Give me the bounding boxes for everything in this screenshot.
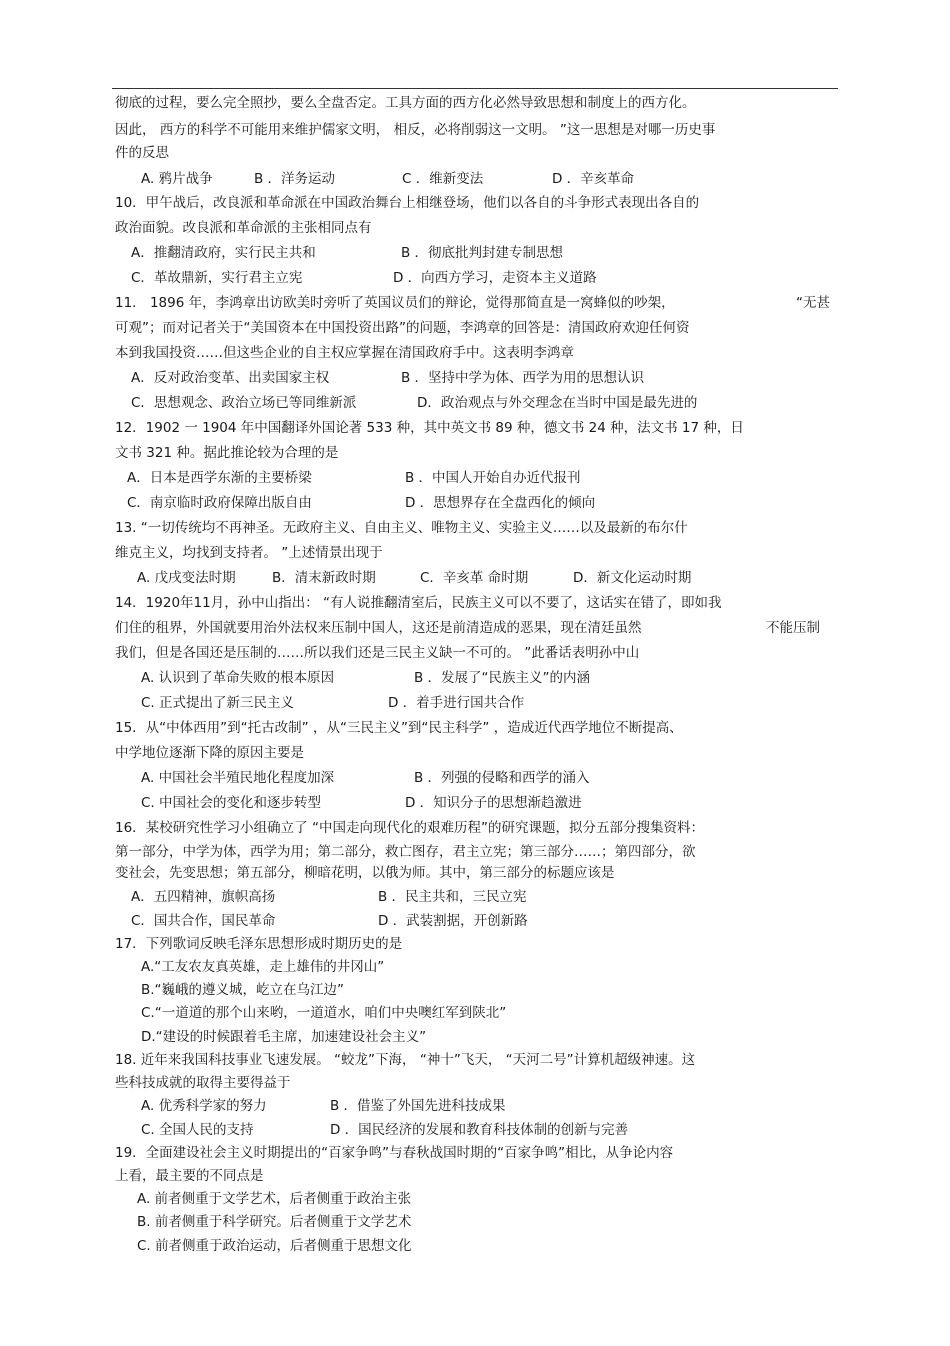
option-c: C. 正式提出了新三民主义: [141, 695, 295, 711]
text-line: 因此， 西方的科学不可能用来维护儒家文明， 相反，必将削弱这一文明。 ”这一思想是对哪一历史事: [115, 122, 716, 138]
option-d: D ．着手进行国共合作: [388, 695, 525, 711]
option-d: D ．国民经济的发展和教育科技体制的创新与完善: [330, 1122, 629, 1138]
text-line: 文书 321 种。据此推论较为合理的是: [115, 445, 339, 461]
option-d: D ．向西方学习，走资本主义道路: [393, 270, 597, 286]
option-b: B ．列强的侵略和西学的涌入: [414, 770, 590, 786]
option-c: C．辛亥革 命时期: [420, 570, 529, 586]
text-line: 可观”；而对记者关于“美国资本在中国投资出路”的问题，李鸿章的回答是：清国政府欢迎任何资: [115, 320, 690, 336]
text-line: 彻底的过程，要么完全照抄，要么全盘否定。工具方面的西方化必然导致思想和制度上的西方化。: [115, 95, 696, 111]
option-b: B ．彻底批判封建专制思想: [401, 245, 564, 261]
text-line: 中学地位逐渐下降的原因主要是: [115, 745, 304, 761]
option-a: A．推翻清政府，实行民主共和: [131, 245, 316, 261]
text-line: 件的反思: [115, 145, 169, 161]
option-d: D.“建设的时候跟着毛主席，加速建设社会主义”: [141, 1029, 427, 1045]
option-b: B ．借鉴了外国先进科技成果: [330, 1098, 506, 1114]
question-16: 16．某校研究性学习小组确立了 “中国走向现代化的艰难历程”的研究课题，拟分五部分搜集资料：: [115, 820, 704, 836]
option-c: C．革故鼎新，实行君主立宪: [131, 270, 303, 286]
option-a: A. 戊戌变法时期: [137, 570, 236, 586]
option-c: C. 前者侧重于政治运动，后者侧重于思想文化: [137, 1238, 412, 1254]
option-b: B ．发展了“民族主义”的内涵: [414, 670, 591, 686]
question-10: 10．甲午战后，改良派和革命派在中国政治舞台上相继登场，他们以各自的斗争形式表现出各自的: [115, 195, 700, 211]
option-d: D ．辛亥革命: [552, 171, 635, 187]
text-line: 我们，但是各国还是压制的……所以我们还是三民主义缺一不可的。 ”此番话表明孙中山: [115, 645, 640, 661]
option-b: B．清末新政时期: [272, 570, 376, 586]
question-14: 14．1920年11月，孙中山指出： “有人说推翻清室后，民族主义可以不要了，这话实在错了，即如我: [115, 595, 722, 611]
text-line: 维克主义，均找到支持者。 ”上述情景出现于: [115, 545, 383, 561]
option-b: B.“巍峨的遵义城，屹立在乌江边”: [141, 982, 345, 998]
option-c: C．南京临时政府保障出版自由: [127, 495, 312, 511]
option-d: D．政治观点与外交理念在当时中国是最先进的: [417, 395, 698, 411]
option-c: C ．维新变法: [402, 171, 484, 187]
option-b: B ．民主共和，三民立宪: [378, 889, 527, 905]
option-d: D ．武装割据，开创新路: [378, 913, 528, 929]
question-18: 18. 近年来我国科技事业飞速发展。 “蛟龙”下海， “神十”飞天， “天河二号”计算机超级神速。这: [115, 1052, 696, 1068]
option-a: A.“工友农友真英雄，走上雄伟的井冈山”: [141, 959, 385, 975]
question-15: 15．从“中体西用”到“托古改制” ，从“三民主义”到“民主科学” ，造成近代西学地位不断提高、: [115, 720, 683, 736]
option-a: A．五四精神，旗帜高扬: [131, 889, 276, 905]
option-b: B ．中国人开始自办近代报刊: [405, 470, 581, 486]
question-12: 12．1902 一 1904 年中国翻译外国论著 533 种，其中英文书 89 种，德文书 24 种，法文书 17 种，日: [115, 420, 744, 436]
option-d: D ．知识分子的思想渐趋激进: [405, 795, 582, 811]
text-fragment: 不能压制: [766, 620, 820, 636]
option-c: C．思想观念、政治立场已等同维新派: [131, 395, 357, 411]
text-fragment: “无甚: [796, 295, 830, 311]
question-17: 17．下列歌词反映毛泽东思想形成时期历史的是: [115, 936, 403, 952]
text-line: 第一部分，中学为体，西学为用；第二部分，救亡图存，君主立宪；第三部分……；第四部分，欲: [115, 844, 696, 860]
text-line: 政治面貌。改良派和革命派的主张相同点有: [115, 220, 372, 236]
option-b: B ．坚持中学为体、西学为用的思想认识: [401, 370, 645, 386]
text-line: 本到我国投资……但这些企业的自主权应掌握在清国政府手中。这表明李鸿章: [115, 345, 574, 361]
text-line: 变社会，先变思想；第五部分，柳暗花明，以俄为师。其中，第三部分的标题应该是: [115, 865, 615, 881]
option-d: D ．思想界存在全盘西化的倾向: [405, 495, 596, 511]
option-a: A. 中国社会半殖民地化程度加深: [141, 770, 335, 786]
option-b: B ．洋务运动: [254, 171, 336, 187]
text-line: 上看，最主要的不同点是: [115, 1168, 264, 1184]
header-rule: [112, 88, 838, 89]
text-line: 们住的租界，外国就要用治外法权来压制中国人，这还是前清造成的恶果，现在清廷虽然: [115, 620, 642, 636]
option-b: B. 前者侧重于科学研究。后者侧重于文学艺术: [137, 1214, 412, 1230]
option-a: A．日本是西学东渐的主要桥梁: [127, 470, 312, 486]
option-a: A. 鸦片战争: [141, 171, 213, 187]
option-c: C. 中国社会的变化和逐步转型: [141, 795, 322, 811]
option-c: C.“一道道的那个山来哟，一道道水，咱们中央噢红军到陕北”: [141, 1005, 507, 1021]
option-c: C. 全国人民的支持: [141, 1122, 254, 1138]
text-line: 些科技成就的取得主要得益于: [115, 1075, 291, 1091]
option-d: D．新文化运动时期: [573, 570, 692, 586]
option-a: A. 优秀科学家的努力: [141, 1098, 267, 1114]
option-a: A. 认识到了革命失败的根本原因: [141, 670, 335, 686]
option-a: A．反对政治变革、出卖国家主权: [131, 370, 330, 386]
option-c: C．国共合作，国民革命: [131, 913, 276, 929]
question-19: 19．全面建设社会主义时期提出的“百家争鸣”与春秋战国时期的“百家争鸣”相比，从争论内容: [115, 1145, 674, 1161]
question-11: 11． 1896 年，李鸿章出访欧美时旁听了英国议员们的辩论，觉得那简直是一窝蜂似的吵架，: [115, 295, 675, 311]
question-13: 13. “一切传统均不再神圣。无政府主义、自由主义、唯物主义、实验主义……以及最新的布尔什: [115, 520, 688, 536]
option-a: A. 前者侧重于文学艺术，后者侧重于政治主张: [137, 1191, 412, 1207]
